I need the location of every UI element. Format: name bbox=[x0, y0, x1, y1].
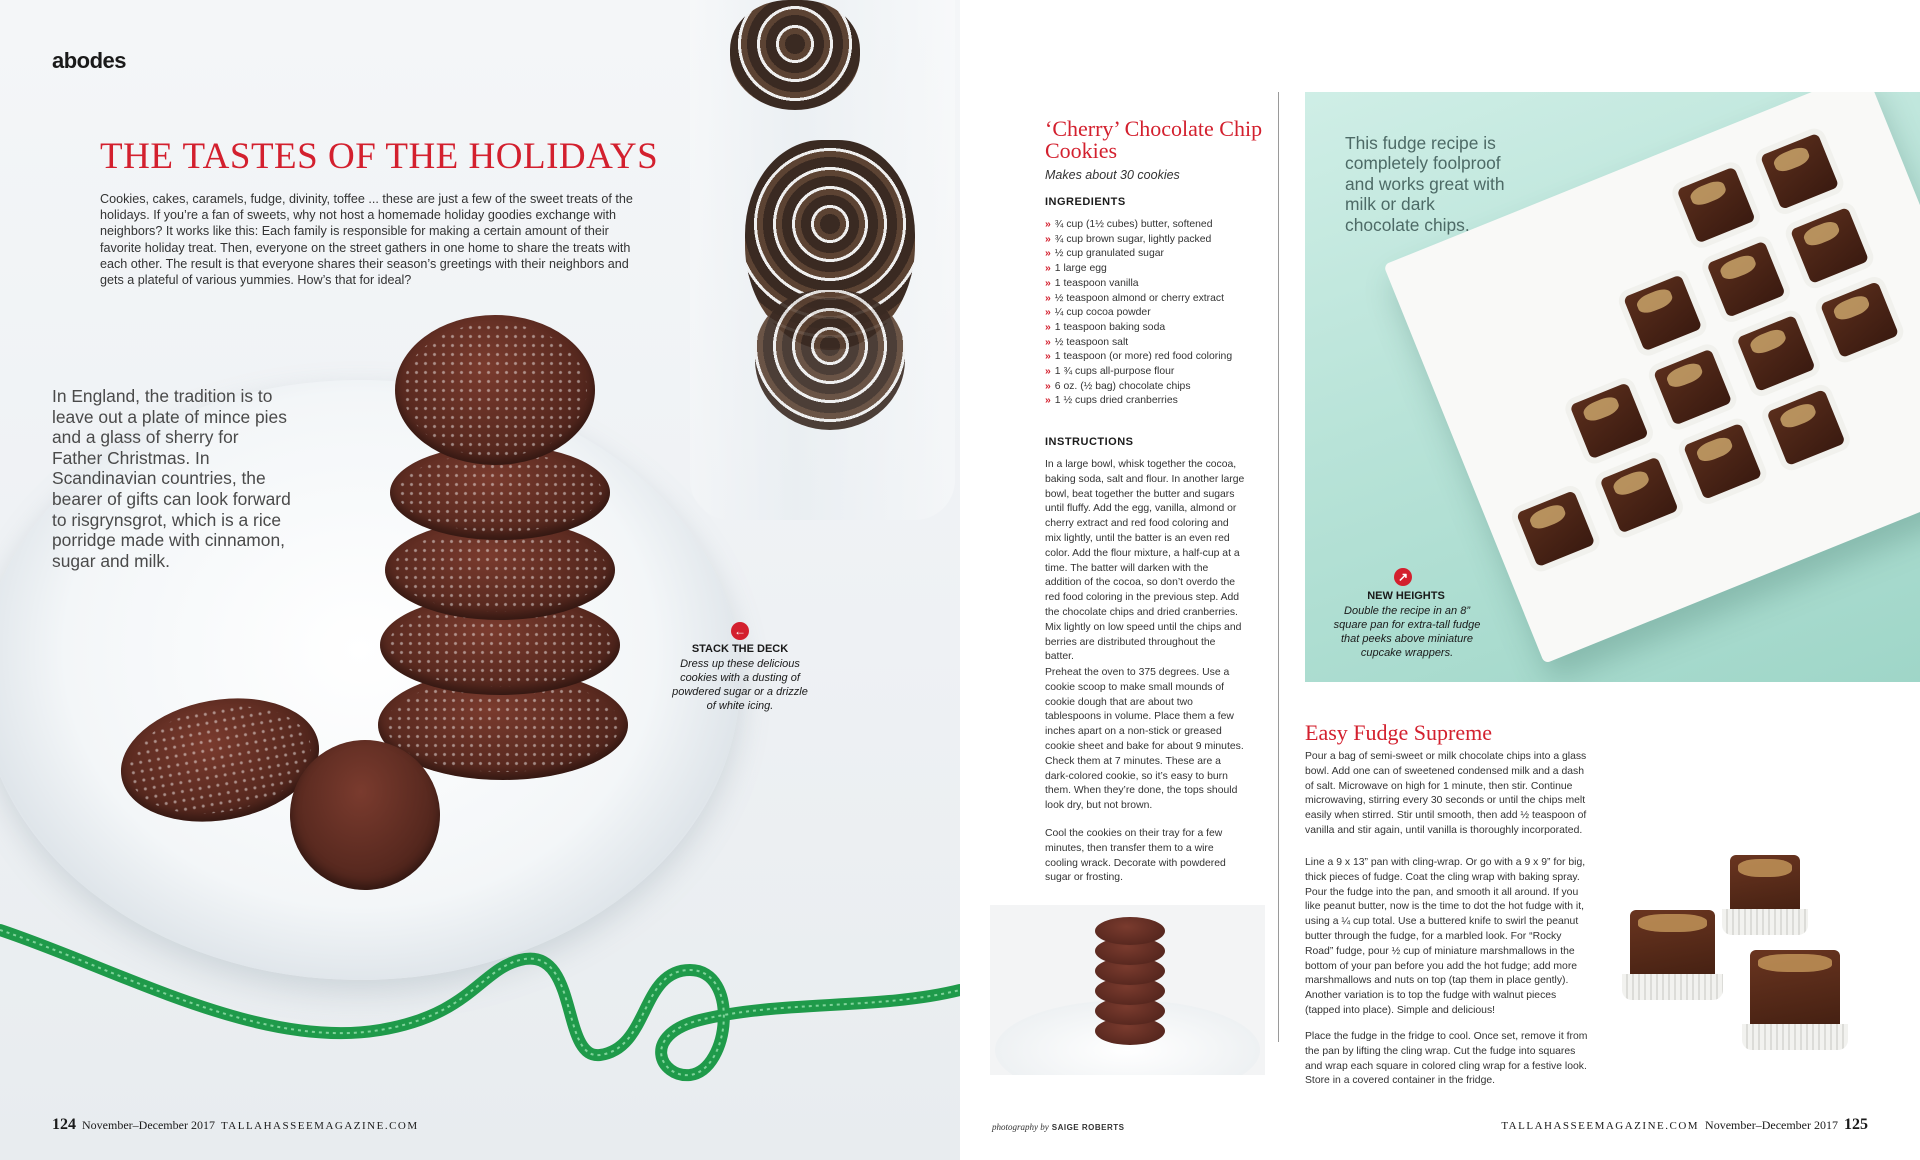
recipe-paragraph: Line a 9 x 13” pan with cling-wrap. Or go with a 9 x 9” for big, thick pieces of fudge. Coat the cling wrap with baking spray. Pour the fudge into the pan, and smooth it all around. If you like peanut butter, now is the time to dot the hot fudge with it, using a ¼ cup total. Use a buttered knife to swirl the peanut butter through the fudge, for a marbled look. For “Rocky Road” fudge, pour ½ cup of miniature marshmallows in the bottom of your pan before you add the hot fudge; add more marshmallows and nuts on top (tap them in place gently). Another variation is to top the fudge with walnut pieces (tapped into place). Simple and delicious! bbox=[1305, 857, 1586, 1016]
ingredient-item: » ¾ cup (1½ cubes) butter, softened bbox=[1045, 218, 1232, 233]
caption-title: STACK THE DECK bbox=[691, 643, 789, 655]
fudge-piece-image bbox=[1600, 456, 1679, 533]
issue-date: November–December 2017 bbox=[1705, 1118, 1838, 1132]
cookie-stack-photo bbox=[990, 905, 1265, 1075]
site-url: TALLAHASSEEMAGAZINE.COM bbox=[220, 1120, 419, 1132]
folio-right bbox=[1501, 1116, 1868, 1134]
issue-date: November–December 2017 bbox=[82, 1118, 215, 1132]
page-number: 125 bbox=[1844, 1116, 1868, 1133]
ingredient-item: » ½ teaspoon salt bbox=[1045, 336, 1232, 351]
fudge-piece-image bbox=[1736, 315, 1815, 392]
credit-name: SAIGE ROBERTS bbox=[1051, 1123, 1125, 1132]
fudge-piece-image bbox=[1820, 281, 1899, 358]
ingredient-item: » 6 oz. (½ bag) chocolate chips bbox=[1045, 380, 1232, 395]
fudge-piece-image bbox=[1766, 389, 1845, 466]
instructions-heading: INSTRUCTIONS bbox=[1045, 436, 1134, 448]
fudge-piece-image bbox=[1677, 167, 1756, 244]
sidebar-quote: In England, the tradition is to leave out a plate of mince pies and a glass of sherry for Father Christmas. In Scandinavian countries, the bearer of gifts can look forward to risgrynsgrot, which is a rice porridge made with cinnamon, sugar and milk. bbox=[52, 386, 291, 571]
folio-left bbox=[52, 1116, 419, 1134]
instructions-paragraph: Preheat the oven to 375 degrees. Use a cookie scoop to make small mounds of cookie dough that are about two tablespoons in volume. Place them a few inches apart on a non-stick or greased cookie sheet and bake for about 9 minutes. Check them at 7 minutes. These are a dark-colored cookie, so it’s easy to burn them. When they’re done, the tops should look dry, but not brown. bbox=[1045, 667, 1244, 812]
credit-label: photography by bbox=[992, 1122, 1049, 1132]
pinecone-image bbox=[755, 290, 905, 430]
ingredient-item: » 1 teaspoon baking soda bbox=[1045, 321, 1232, 336]
page-number: 124 bbox=[52, 1116, 76, 1133]
feature-intro: Cookies, cakes, caramels, fudge, divinity, toffee ... these are just a few of the sweet treats of the holidays. If you’re a fan of sweets, why not host a homemade holiday goodies exchange with neighbors? It works like this: Each family is responsible for making a certain amount of their favorite holiday treat. Then, everyone on the street gathers in one home to share the treats with each other. The result is that everyone shares their season’s greetings with their neighbors and gets a plateful of various yummies. How’s that for ideal? bbox=[100, 192, 633, 288]
instructions-paragraph: In a large bowl, whisk together the cocoa, baking soda, salt and flour. In another large bowl, beat together the butter and sugars until fluffy. Add the egg, vanilla, almond or cherry extract and red food coloring and mix lightly, until the batter is an even red color. Add the flour mixture, a half-cup at a time. The batter will darken with the addition of the cocoa, so don’t overdo the red food coloring in the previous step. Add the chocolate chips and dried cranberries. Mix lightly on low speed until the chips and berries are distributed throughout the batter. bbox=[1045, 459, 1245, 663]
site-url: TALLAHASSEEMAGAZINE.COM bbox=[1501, 1120, 1700, 1132]
fudge-pull-quote: This fudge recipe is completely foolproof and works great with milk or dark chocolate chips. bbox=[1345, 133, 1505, 235]
ingredients-list bbox=[1045, 218, 1232, 409]
ingredient-item: » 1 large egg bbox=[1045, 262, 1232, 277]
fudge-piece-image bbox=[1653, 349, 1732, 426]
arrow-left-icon: ← bbox=[731, 622, 749, 640]
photo-credit bbox=[992, 1122, 1124, 1132]
column-divider bbox=[1278, 92, 1279, 1042]
fudge-piece-image bbox=[1706, 241, 1785, 318]
fudge-piece-image bbox=[1570, 382, 1649, 459]
ingredients-heading: INGREDIENTS bbox=[1045, 196, 1126, 208]
fudge-piece-image bbox=[1790, 207, 1869, 284]
fudge-piece-image bbox=[1730, 855, 1800, 925]
fudge-piece-image bbox=[1623, 274, 1702, 351]
ingredient-item: » 1 teaspoon vanilla bbox=[1045, 277, 1232, 292]
caption-body: Dress up these delicious cookies with a dusting of powdered sugar or a drizzle of white icing. bbox=[672, 658, 808, 712]
ingredient-item: » 1 ½ cups dried cranberries bbox=[1045, 394, 1232, 409]
pinecone-image bbox=[730, 0, 860, 110]
caption-title: NEW HEIGHTS bbox=[1367, 590, 1445, 602]
ingredient-item: » 1 ¾ cups all-purpose flour bbox=[1045, 365, 1232, 380]
recipe-title: Easy Fudge Supreme bbox=[1305, 720, 1492, 745]
fudge-piece-image bbox=[1750, 950, 1840, 1040]
ingredient-item: » ½ cup granulated sugar bbox=[1045, 247, 1232, 262]
fudge-piece-image bbox=[1760, 133, 1839, 210]
feature-title: THE TASTES OF THE HOLIDAYS bbox=[100, 136, 659, 177]
ingredient-item: » ½ teaspoon almond or cherry extract bbox=[1045, 292, 1232, 307]
recipe-paragraph: Place the fudge in the fridge to cool. Once set, remove it from the pan by lifting the cling wrap. Cut the fudge into squares and wrap each square in colored cling wrap for a festive look. Store in a covered container in the fridge. bbox=[1305, 1031, 1588, 1087]
ingredient-item: » 1 teaspoon (or more) red food coloring bbox=[1045, 350, 1232, 365]
ingredient-item: » ¼ cup cocoa powder bbox=[1045, 306, 1232, 321]
fudge-closeup-photo bbox=[1600, 825, 1920, 1085]
recipe-paragraph: Pour a bag of semi-sweet or milk chocolate chips into a glass bowl. Add one can of sweetened condensed milk and a dash of salt. Microwave on high for 1 minute, then stir. Continue microwaving, stirring every 30 seconds or until the chips melt easily when stirred. Stir until smooth, then add ½ teaspoon of vanilla and stir again, until vanilla is thoroughly incorporated. bbox=[1305, 751, 1587, 836]
fudge-piece-image bbox=[1630, 910, 1715, 990]
recipe-title: ‘Cherry’ Chocolate Chip Cookies bbox=[1045, 116, 1263, 163]
instructions-paragraph: Cool the cookies on their tray for a few minutes, then transfer them to a wire cooling wrack. Decorate with powdered sugar or frosting. bbox=[1045, 828, 1226, 884]
fudge-piece-image bbox=[1683, 423, 1762, 500]
green-ribbon-image bbox=[0, 820, 960, 1160]
ingredient-item: » ¾ cup brown sugar, lightly packed bbox=[1045, 233, 1232, 248]
fudge-piece-image bbox=[1516, 490, 1595, 567]
cookie-image bbox=[1095, 917, 1165, 945]
cookie-image bbox=[395, 315, 595, 465]
arrow-up-right-icon: ↗ bbox=[1394, 568, 1412, 586]
caption-body: Double the recipe in an 8” square pan for extra-tall fudge that peeks above miniature cupcake wrappers. bbox=[1333, 605, 1481, 659]
recipe-yield: Makes about 30 cookies bbox=[1045, 168, 1180, 182]
section-tag: abodes bbox=[52, 48, 127, 73]
